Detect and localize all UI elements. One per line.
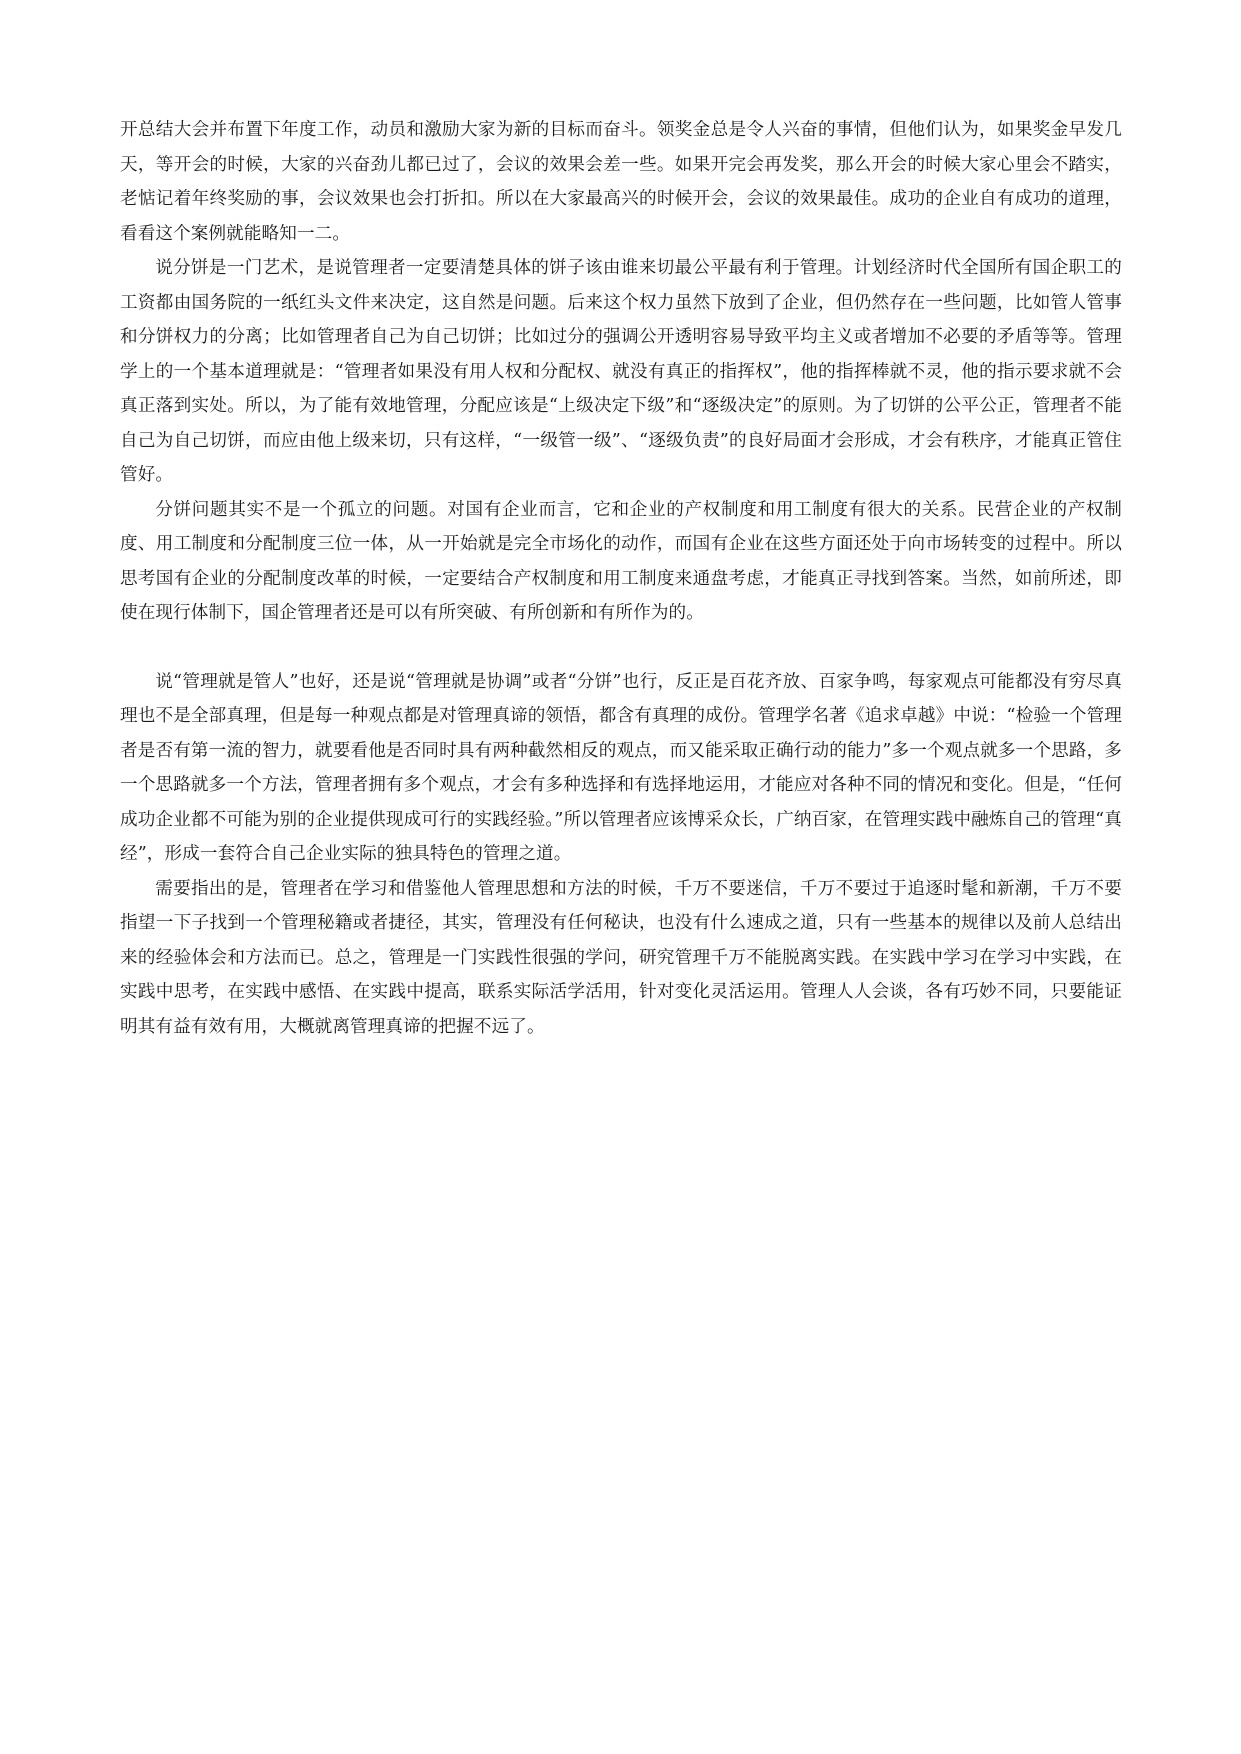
section-gap [120,631,1122,665]
paragraph-3: 分饼问题其实不是一个孤立的问题。对国有企业而言，它和企业的产权制度和用工制度有很大的关系。民营企业的产权制度、用工制度和分配制度三位一体，从一开始就是完全市场化的动作，而国有企业在这些方面还处于向市场转变的过程中。所以思考国有企业的分配制度改革的时候，一定要结合产权制度和用工制度来通盘考虑，才能真正寻找到答案。当然，如前所述，即使在现行体制下，国企管理者还是可以有所突破、有所创新和有所作为的。 [120,499,1122,623]
document-body [120,113,1122,1044]
paragraph-4: 说“管理就是管人”也好，还是说“管理就是协调”或者“分饼”也行，反正是百花齐放、百家争鸣，每家观点可能都没有穷尽真理也不是全部真理，但是每一种观点都是对管理真谛的领悟，都含有真理的成份。管理学名著《追求卓越》中说：“检验一个管理者是否有第一流的智力，就要看他是否同时具有两种截然相反的观点，而又能采取正确行动的能力”多一个观点就多一个思路，多一个思路就多一个方法，管理者拥有多个观点，才会有多种选择和有选择地运用，才能应对各种不同的情况和变化。但是，“任何成功企业都不可能为别的企业提供现成可行的实践经验。”所以管理者应该博采众长，广纳百家，在管理实践中融炼自己的管理“真经”，形成一套符合自己企业实际的独具特色的管理之道。 [120,671,1122,864]
paragraph-1: 开总结大会并布置下年度工作，动员和激励大家为新的目标而奋斗。领奖金总是令人兴奋的事情，但他们认为，如果奖金早发几天，等开会的时候，大家的兴奋劲儿都已过了，会议的效果会差一些。如果开完会再发奖，那么开会的时候大家心里会不踏实，老惦记着年终奖励的事，会议效果也会打折扣。所以在大家最高兴的时候开会，会议的效果最佳。成功的企业自有成功的道理，看看这个案例就能略知一二。 [120,120,1122,244]
paragraph-5: 需要指出的是，管理者在学习和借鉴他人管理思想和方法的时候，千万不要迷信，千万不要过于追逐时髦和新潮，千万不要指望一下子找到一个管理秘籍或者捷径，其实，管理没有任何秘诀，也没有什么速成之道，只有一些基本的规律以及前人总结出来的经验体会和方法而已。总之，管理是一门实践性很强的学问，研究管理千万不能脱离实践。在实践中学习在学习中实践，在实践中思考，在实践中感悟、在实践中提高，联系实际活学活用，针对变化灵活运用。管理人人会谈，各有巧妙不同，只要能证明其有益有效有用，大概就离管理真谛的把握不远了。 [120,878,1122,1037]
paragraph-2: 说分饼是一门艺术，是说管理者一定要清楚具体的饼子该由谁来切最公平最有利于管理。计划经济时代全国所有国企职工的工资都由国务院的一纸红头文件来决定，这自然是问题。后来这个权力虽然下放到了企业，但仍然存在一些问题，比如管人管事和分饼权力的分离；比如管理者自己为自己切饼；比如过分的强调公开透明容易导致平均主义或者增加不必要的矛盾等等。管理学上的一个基本道理就是：“管理者如果没有用人权和分配权、就没有真正的指挥权”，他的指挥棒就不灵，他的指示要求就不会真正落到实处。所以，为了能有效地管理，分配应该是“上级决定下级”和“逐级决定”的原则。为了切饼的公平公正，管理者不能自己为自己切饼，而应由他上级来切，只有这样，“一级管一级”、“逐级负责”的良好局面才会形成，才会有秩序，才能真正管住管好。 [120,258,1122,485]
